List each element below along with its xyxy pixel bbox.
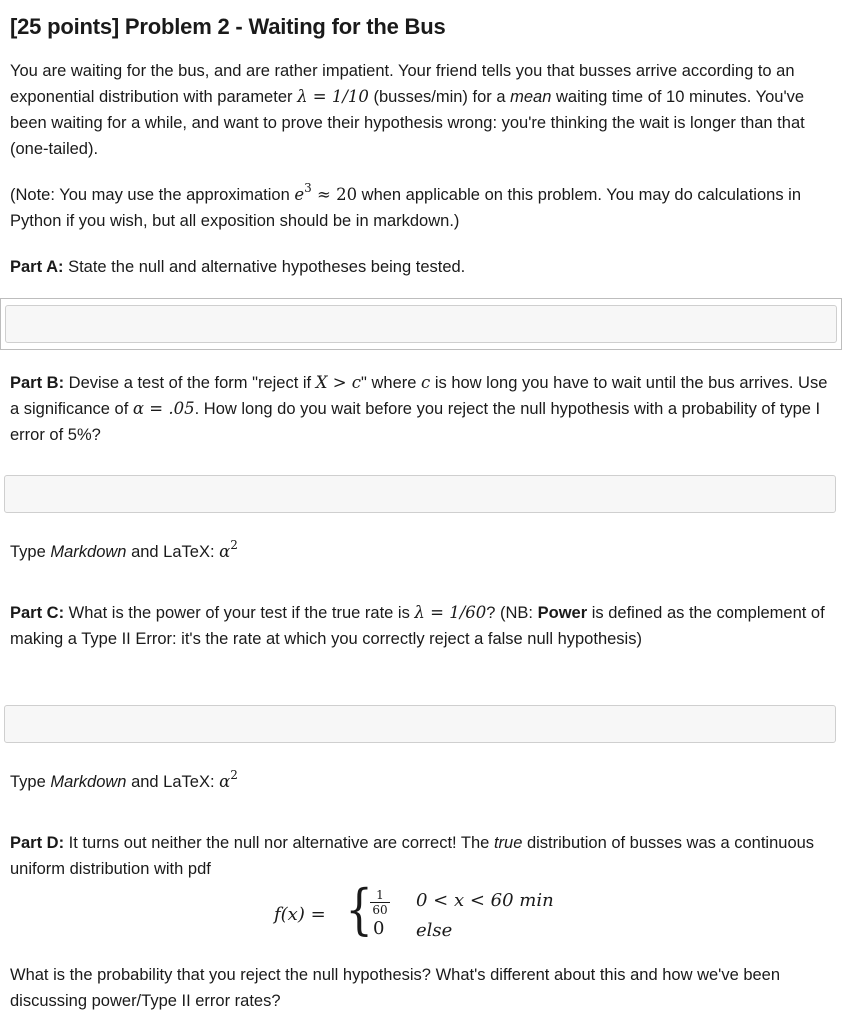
part-a-prompt: Part A: State the null and alternative hypotheses being tested. — [10, 258, 466, 276]
part-b-markdown-hint: Type Markdown and LaTeX: $\alpha^2$ — [10, 538, 238, 561]
part-d-question: What is the probability that you reject the null hypothesis? What's different about this and how we've been discussing power/Type II error rates? — [10, 966, 781, 1010]
part-b-prompt: Part B: Devise a test of the form "reject if X > c" where c is how long you have to wait until the bus arrives. Use a significance of α = .05. How long do you wait before you reject the null hypothesis with a probability of type I error of 5%? — [10, 373, 828, 444]
intro-paragraph: You are waiting for the bus, and are rather impatient. Your friend tells you that busses arrive according to an exponential distribution with parameter λ = 1/10 (busses/min) for a mean waiting time of 10 minutes. You've been waiting for a while, and want to prove their hypothesis wrong: you're thinking the wait is longer than that (one-tailed). — [10, 62, 805, 158]
part-c-prompt: Part C: What is the power of your test if the true rate is λ = 1/60? (NB: Power is defined as the complement of making a Type II Error: it's the rate at which you correctly reject a false null hypothesis) — [10, 603, 825, 648]
note-paragraph: (Note: You may use the approximation $e^3 \approx 20$ when applicable on this problem. You may do calculations in Python if you wish, but all exposition should be in markdown.) — [10, 181, 802, 230]
part-d-prompt: Part D: It turns out neither the null nor alternative are correct! The true distribution of busses was a continuous uniform distribution with pdf — [10, 834, 815, 878]
part-c-markdown-hint: Type Markdown and LaTeX: $\alpha^2$ — [10, 768, 238, 791]
lambda-math: λ = 1/10 — [297, 87, 369, 106]
problem-title: [25 points] Problem 2 - Waiting for the Bus — [10, 14, 446, 39]
part-b-answer-input[interactable] — [4, 475, 836, 513]
pdf-fraction: $\frac{1}{60}$ — [370, 888, 390, 917]
part-a-answer-cell — [0, 298, 842, 350]
piecewise-brace: { — [345, 878, 373, 941]
uniform-pdf-formula: f(x) = { $\frac{1}{60}$ 0 0 < x < 60 min else — [274, 878, 554, 941]
part-c-answer-input[interactable] — [4, 705, 836, 743]
part-a-answer-input[interactable] — [5, 305, 837, 343]
